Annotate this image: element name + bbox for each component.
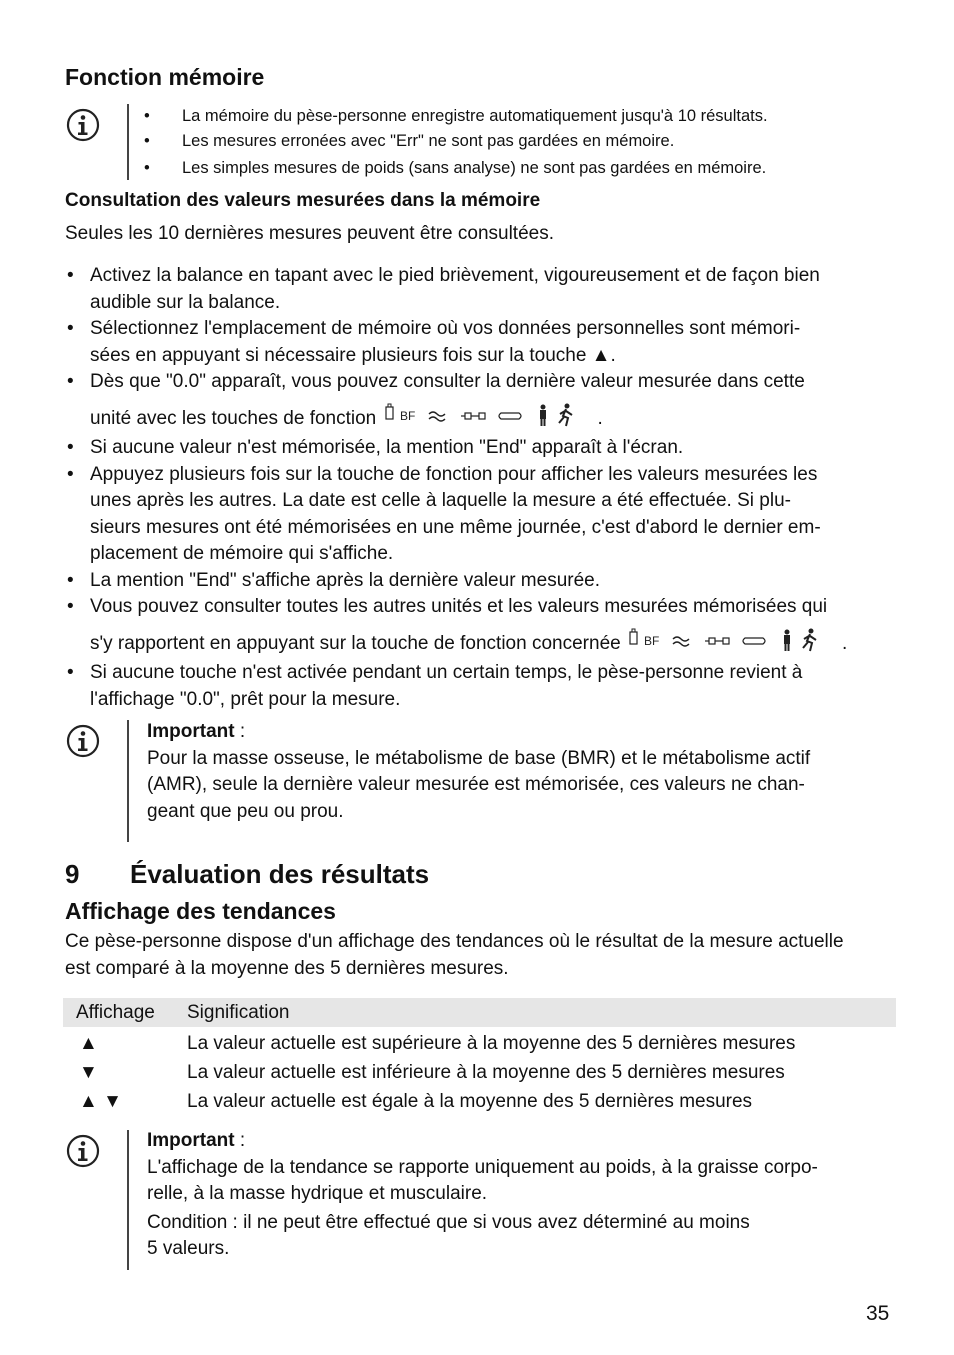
page-number: 35: [866, 1302, 890, 1325]
list-item: • Les simples mesures de poids (sans analyse) ne sont pas gardées en mémoire.: [182, 156, 882, 181]
steps-list: [65, 263, 905, 713]
info-icon: [66, 1134, 100, 1173]
list-item: • Vous pouvez consulter toutes les autres unités et les valeurs mesurées mémorisées qui s'y rapportent en appuyant sur la touche de fonction concernée BF .: [65, 594, 905, 660]
section-title: Évaluation des résultats: [130, 859, 430, 889]
important-note: Important : Pour la masse osseuse, le métabolisme de base (BMR) et le métabolisme actif (AMR), seule la dernière valeur mesurée est mémorisée, ces valeurs ne chan- geant que peu ou prou.: [147, 721, 811, 822]
memory-notes: [182, 104, 882, 181]
svg-text:BF: BF: [399, 408, 415, 423]
info-icon: [66, 724, 100, 763]
subsection-title: Affichage des tendances: [65, 898, 336, 924]
list-item: • Appuyez plusieurs fois sur la touche de fonction pour afficher les valeurs mesurées les unes après les autres. La date est celle à laquelle la mesure a été effectuée. Si plu- sieurs mesures ont été mémorisées en une même journée, c'est d'abord le dernier em- placement de mémoire qui s'affiche.: [65, 462, 905, 568]
table-row: ▲ ▼ La valeur actuelle est égale à la moyenne des 5 dernières mesures: [79, 1091, 753, 1112]
list-item: • Sélectionnez l'emplacement de mémoire où vos données personnelles sont mémori- sées en appuyant si nécessaire plusieurs fois sur la touche ▲.: [65, 316, 905, 369]
table-row: ▲ La valeur actuelle est supérieure à la moyenne des 5 dernières mesures: [79, 1033, 796, 1054]
intro-text: Seules les 10 dernières mesures peuvent être consultées.: [65, 223, 554, 244]
intro-text: Ce pèse-personne dispose d'un affichage des tendances où le résultat de la mesure actuelle est comparé à la moyenne des 5 dernières mesures.: [65, 931, 844, 979]
info-icon: [66, 108, 100, 147]
svg-text:BF: BF: [643, 633, 660, 648]
section-title-memory: Fonction mémoire: [65, 64, 265, 90]
list-item: • Les mesures erronées avec "Err" ne sont pas gardées en mémoire.: [182, 129, 882, 154]
list-item: • La mention "End" s'affiche après la dernière valeur mesurée.: [65, 568, 905, 595]
trend-table: [63, 998, 896, 1116]
function-keys-icons: [385, 403, 595, 436]
table-header: Affichage: [76, 1002, 155, 1023]
subsection-title: Consultation des valeurs mesurées dans la mémoire: [65, 190, 541, 211]
list-item: • La mémoire du pèse-personne enregistre automatiquement jusqu'à 10 résultats.: [182, 104, 882, 129]
table-header: Signification: [187, 1002, 290, 1023]
important-note: Important : L'affichage de la tendance se rapporte uniquement au poids, à la graisse corpo- relle, à la masse hydrique et musculaire. Condition : il ne peut être effectué que si vous avez déterminé au moins 5 valeurs.: [147, 1130, 818, 1259]
note-divider: [127, 1130, 129, 1270]
section-number: 9: [65, 859, 80, 889]
list-item: • Si aucune valeur n'est mémorisée, la mention "End" apparaît à l'écran.: [65, 435, 905, 462]
note-divider: [127, 104, 129, 180]
table-row: ▼ La valeur actuelle est inférieure à la moyenne des 5 dernières mesures: [79, 1062, 785, 1083]
note-divider: [127, 720, 129, 842]
table-header-row: [63, 998, 896, 1027]
list-item: • Dès que "0.0" apparaît, vous pouvez consulter la dernière valeur mesurée dans cette unité avec les touches de fonction BF .: [65, 369, 905, 435]
list-item: • Activez la balance en tapant avec le pied brièvement, vigoureusement et de façon bien audible sur la balance.: [65, 263, 905, 316]
important-label: Important: [147, 1130, 235, 1151]
important-label: Important: [147, 721, 235, 742]
list-item: • Si aucune touche n'est activée pendant un certain temps, le pèse-personne revient à l'affichage "0.0", prêt pour la mesure.: [65, 660, 905, 713]
function-keys-icons: [629, 628, 839, 661]
